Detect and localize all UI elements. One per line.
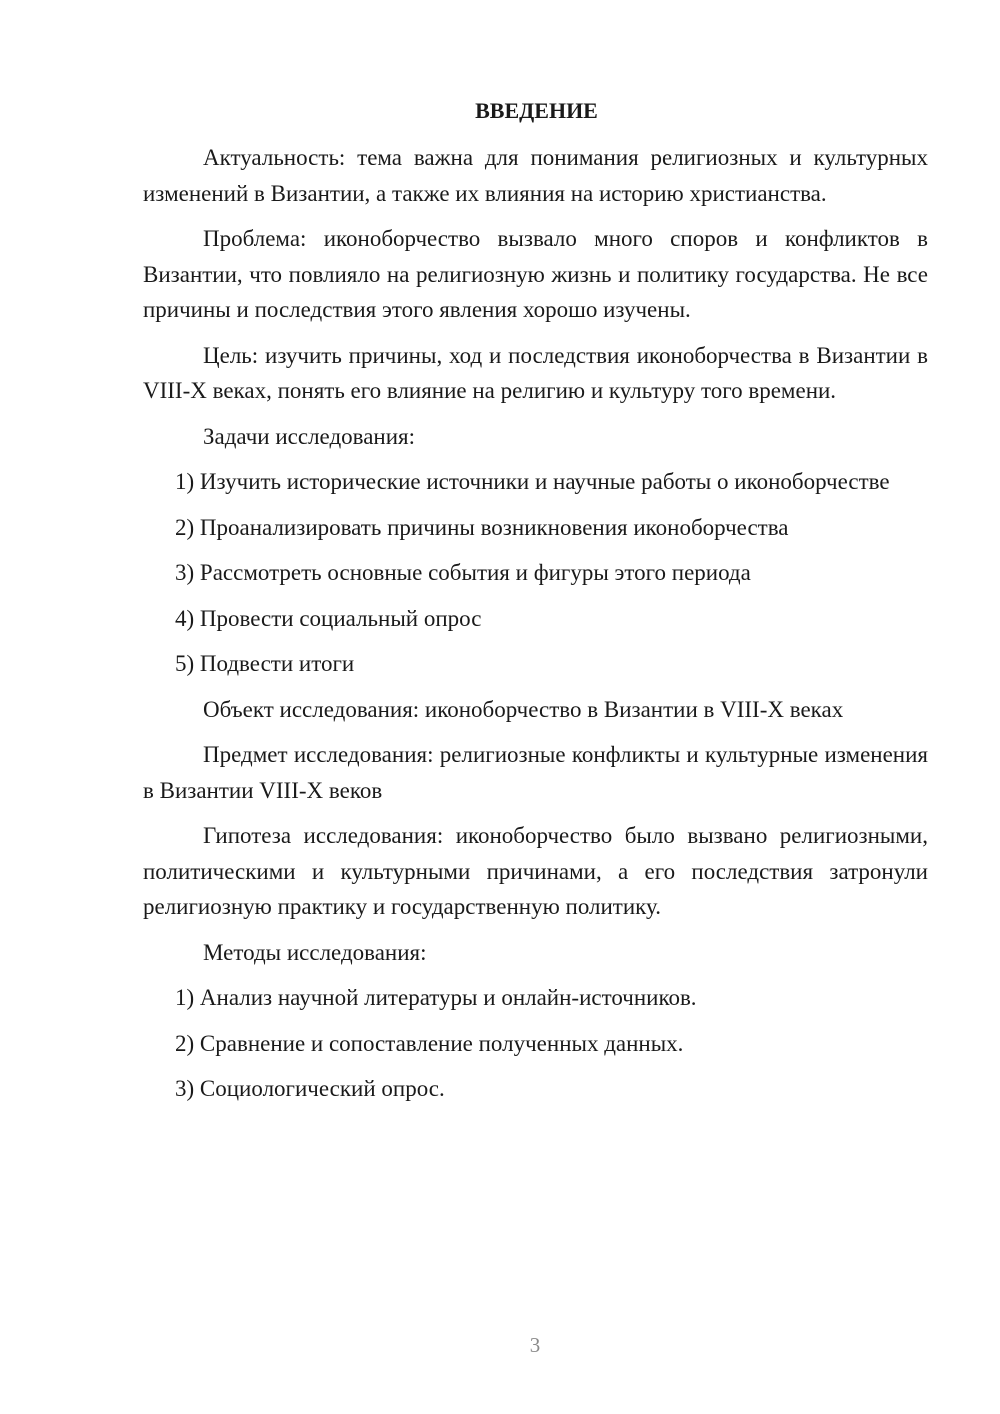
tasks-heading: Задачи исследования: — [203, 423, 416, 449]
methods-heading: Методы исследования: — [203, 939, 427, 965]
task-item-2: 2) Проанализировать причины возникновения иконоборчества — [175, 514, 789, 540]
method-item-1: 1) Анализ научной литературы и онлайн-источников. — [175, 985, 697, 1010]
method-item-3: 3) Социологический опрос. — [175, 1076, 445, 1101]
task-item-1: 1) Изучить исторические источники и научные работы о иконоборчестве — [175, 469, 890, 494]
paragraph-hypothesis: Гипотеза исследования: иконоборчество было вызвано религиозными, политическими и культурными причинами, а его последствия затронули религиозную практику и государственную политику. — [143, 823, 928, 919]
paragraph-subject: Предмет исследования: религиозные конфликты и культурные изменения в Византии VIII-X веков — [143, 742, 928, 803]
page-title: ВВЕДЕНИЕ — [475, 98, 598, 123]
document-body — [143, 96, 928, 1117]
method-item-2: 2) Сравнение и сопоставление полученных данных. — [175, 1030, 684, 1056]
task-item-5: 5) Подвести итоги — [175, 651, 355, 676]
paragraph-problem: Проблема: иконоборчество вызвало много споров и конфликтов в Византии, что повлияло на религиозную жизнь и политику государства. Не все причины и последствия этого явления хорошо изучены. — [143, 226, 928, 322]
paragraph-relevance: Актуальность: тема важна для понимания религиозных и культурных изменений в Византии, а также их влияния на историю христианства. — [143, 145, 928, 206]
paragraph-goal: Цель: изучить причины, ход и последствия иконоборчества в Византии в VIII-X веках, понять его влияние на религию и культуру того времени. — [143, 342, 928, 403]
task-item-3: 3) Рассмотреть основные события и фигуры этого периода — [175, 560, 751, 585]
page-number: 3 — [529, 1333, 541, 1357]
task-item-4: 4) Провести социальный опрос — [175, 605, 482, 631]
paragraph-object: Объект исследования: иконоборчество в Византии в VIII-X веках — [203, 696, 844, 722]
